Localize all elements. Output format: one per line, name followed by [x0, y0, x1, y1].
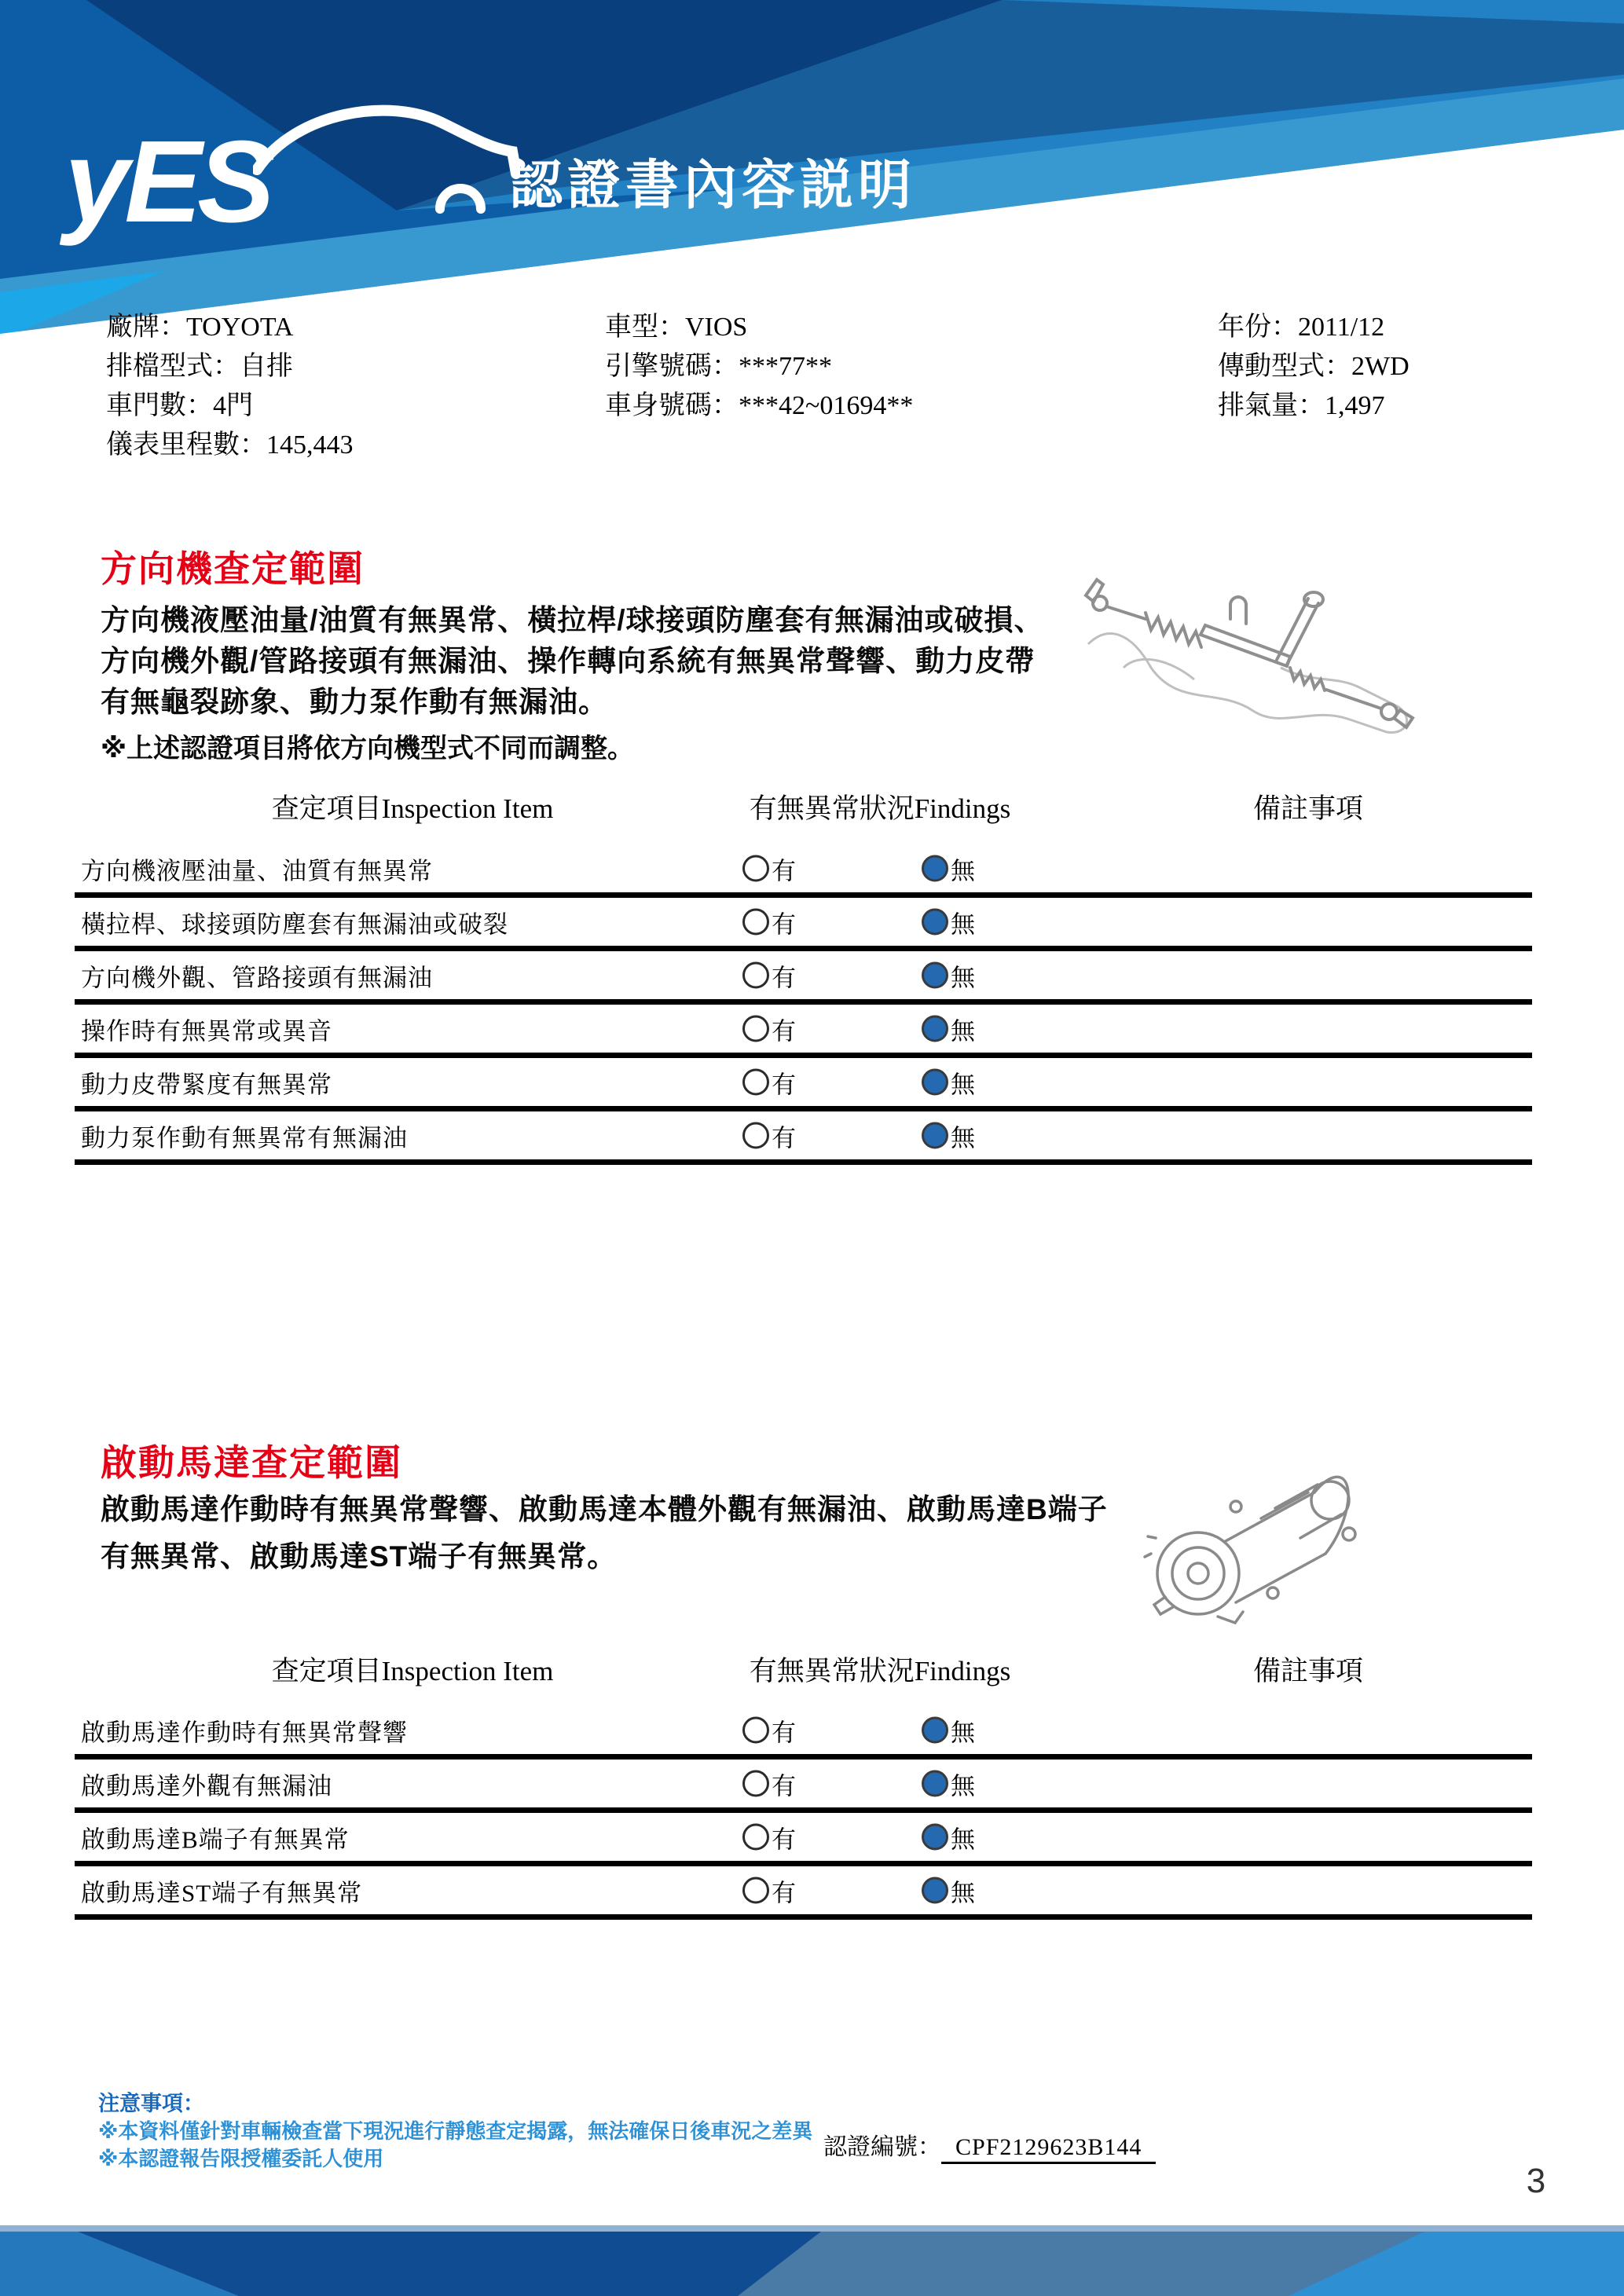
description-line: 方向機液壓油量/油質有無異常、橫拉桿/球接頭防塵套有無漏油或破損、 [101, 604, 1044, 636]
radio-no-label: 無 [951, 1772, 975, 1800]
radio-yes-label: 有 [772, 910, 796, 938]
radio-option-yes[interactable] [742, 851, 796, 886]
radio-no-label: 無 [951, 964, 975, 991]
radio-option-yes[interactable] [742, 1118, 796, 1153]
remark-cell [1190, 1111, 1426, 1159]
inspection-item-label: 啟動馬達ST端子有無異常 [81, 1879, 363, 1906]
radio-yes-label: 有 [772, 857, 796, 884]
inspection-item-label: 方向機液壓油量、油質有無異常 [81, 857, 433, 884]
vehicle-info-column-3 [1218, 308, 1410, 426]
info-label: 傳動型式： [1218, 352, 1351, 381]
radio-option-yes[interactable] [742, 1819, 796, 1855]
inspection-item-label: 操作時有無異常或異音 [81, 1017, 332, 1045]
vehicle-info-line [605, 347, 913, 386]
footer-banner [0, 2221, 1624, 2296]
table-row [75, 1005, 1532, 1058]
info-label: 車型： [605, 313, 685, 342]
notes-title: 注意事項： [98, 2092, 204, 2115]
info-label: 車門數： [106, 391, 213, 420]
radio-option-yes[interactable] [742, 958, 796, 993]
vehicle-info-line [106, 347, 354, 386]
info-value: 145,443 [266, 430, 354, 460]
radio-yes-label: 有 [772, 1071, 796, 1098]
yes-logo-text: yES [64, 117, 270, 247]
vehicle-info-line [106, 426, 354, 465]
remark-cell [1190, 844, 1426, 892]
column-header-remarks: 備註事項 [1252, 1656, 1363, 1686]
radio-selected-icon[interactable] [922, 1122, 948, 1149]
table-row [75, 844, 1532, 898]
column-header-findings: 有無異常狀況Findings [749, 793, 1011, 824]
footer-notes [98, 2089, 812, 2173]
vehicle-info-column-1 [106, 308, 354, 465]
radio-no-label: 無 [951, 1071, 975, 1098]
radio-unselected-icon[interactable] [742, 1069, 769, 1096]
radio-yes-label: 有 [772, 1017, 796, 1045]
section-note: ※上述認證項目將依方向機型式不同而調整。 [101, 734, 635, 764]
info-value: 4門 [213, 391, 253, 420]
radio-unselected-icon[interactable] [742, 1122, 769, 1149]
radio-yes-label: 有 [772, 964, 796, 991]
steering-rack-illustration [1076, 550, 1422, 742]
page-number: 3 [1526, 2162, 1546, 2200]
inspection-table-starter [75, 1650, 1532, 1920]
radio-option-yes[interactable] [742, 1712, 796, 1748]
vehicle-info-line [1218, 347, 1410, 386]
note-line: ※本資料僅針對車輛檢查當下現況進行靜態查定揭露，無法確保日後車況之差異 [98, 2119, 813, 2143]
inspection-item-label: 橫拉桿、球接頭防塵套有無漏油或破裂 [81, 910, 508, 938]
remark-cell [1190, 898, 1426, 946]
radio-no-label: 無 [951, 1719, 975, 1746]
radio-option-no[interactable] [922, 1064, 975, 1100]
info-value: 自排 [240, 352, 293, 381]
radio-no-label: 無 [951, 910, 975, 938]
description-line: 方向機外觀/管路接頭有無漏油、操作轉向系統有無異常聲響、動力皮帶 [101, 645, 1036, 677]
radio-option-yes[interactable] [742, 1011, 796, 1046]
note-line: ※本認證報告限授權委託人使用 [98, 2147, 384, 2170]
radio-option-no[interactable] [922, 1873, 975, 1908]
inspection-item-label: 啟動馬達B端子有無異常 [81, 1825, 350, 1853]
radio-selected-icon[interactable] [922, 855, 948, 882]
table-row [75, 1111, 1532, 1165]
radio-option-no[interactable] [922, 1819, 975, 1855]
section-description [101, 1486, 1108, 1580]
table-row [75, 951, 1532, 1005]
radio-selected-icon[interactable] [922, 1016, 948, 1042]
radio-unselected-icon[interactable] [742, 1824, 769, 1851]
cert-value: CPF2129623B144 [941, 2134, 1156, 2164]
cert-label: 認證編號： [823, 2134, 941, 2160]
info-label: 排氣量： [1218, 391, 1325, 420]
radio-option-no[interactable] [922, 851, 975, 886]
info-value: TOYOTA [186, 313, 294, 342]
inspection-item-label: 動力泵作動有無異常有無漏油 [81, 1124, 408, 1152]
inspection-item-label: 方向機外觀、管路接頭有無漏油 [81, 964, 433, 991]
yes-logo [64, 116, 504, 273]
radio-unselected-icon[interactable] [742, 909, 769, 936]
radio-yes-label: 有 [772, 1825, 796, 1853]
radio-option-no[interactable] [922, 958, 975, 993]
info-label: 車身號碼： [605, 391, 739, 420]
remark-cell [1190, 1813, 1426, 1861]
table-header-row [75, 787, 1532, 844]
radio-yes-label: 有 [772, 1124, 796, 1152]
section-description [101, 600, 1044, 723]
car-outline-icon [253, 75, 520, 240]
info-value: 2011/12 [1298, 313, 1385, 342]
info-value: 2WD [1351, 352, 1410, 381]
radio-selected-icon[interactable] [922, 1069, 948, 1096]
description-line: 有無異常、啟動馬達ST端子有無異常。 [101, 1540, 618, 1573]
radio-selected-icon[interactable] [922, 909, 948, 936]
radio-selected-icon[interactable] [922, 1771, 948, 1797]
description-line: 啟動馬達作動時有無異常聲響、啟動馬達本體外觀有無漏油、啟動馬達B端子 [101, 1493, 1108, 1525]
info-label: 儀表里程數： [106, 430, 266, 460]
radio-unselected-icon[interactable] [742, 1877, 769, 1904]
radio-no-label: 無 [951, 1017, 975, 1045]
radio-no-label: 無 [951, 1825, 975, 1853]
table-row [75, 898, 1532, 951]
vehicle-info-line [605, 386, 913, 426]
inspection-item-label: 動力皮帶緊度有無異常 [81, 1071, 332, 1098]
radio-no-label: 無 [951, 857, 975, 884]
vehicle-info-line [106, 386, 354, 426]
certification-number [823, 2127, 1156, 2162]
table-row [75, 1760, 1532, 1813]
vehicle-info-line [106, 308, 354, 347]
table-row [75, 1058, 1532, 1111]
section-title-starter: 啟動馬達查定範圍 [101, 1442, 402, 1483]
vehicle-info-line [1218, 308, 1410, 347]
radio-unselected-icon[interactable] [742, 962, 769, 989]
radio-unselected-icon[interactable] [742, 1016, 769, 1042]
vehicle-info-column-2 [605, 308, 913, 426]
column-header-item: 查定項目Inspection Item [271, 1656, 554, 1686]
radio-option-yes[interactable] [742, 1766, 796, 1801]
column-header-remarks: 備註事項 [1252, 793, 1363, 824]
radio-option-no[interactable] [922, 1011, 975, 1046]
radio-yes-label: 有 [772, 1719, 796, 1746]
radio-selected-icon[interactable] [922, 1877, 948, 1904]
column-header-item: 查定項目Inspection Item [271, 793, 554, 824]
radio-no-label: 無 [951, 1879, 975, 1906]
radio-option-no[interactable] [922, 1766, 975, 1801]
radio-option-no[interactable] [922, 904, 975, 939]
inspection-table-steering [75, 787, 1532, 1165]
radio-selected-icon[interactable] [922, 962, 948, 989]
remark-cell [1190, 1706, 1426, 1754]
inspection-item-label: 啟動馬達外觀有無漏油 [81, 1772, 332, 1800]
radio-option-yes[interactable] [742, 1064, 796, 1100]
starter-motor-illustration [1143, 1459, 1379, 1628]
info-value: ***77** [739, 352, 832, 381]
radio-option-yes[interactable] [742, 1873, 796, 1908]
table-row [75, 1706, 1532, 1760]
remark-cell [1190, 1058, 1426, 1106]
radio-option-no[interactable] [922, 1712, 975, 1748]
info-label: 排檔型式： [106, 352, 240, 381]
vehicle-info-line [605, 308, 913, 347]
vehicle-info-line [1218, 386, 1410, 426]
description-line: 有無龜裂跡象、動力泵作動有無漏油。 [101, 686, 608, 718]
remark-cell [1190, 1760, 1426, 1807]
column-header-findings: 有無異常狀況Findings [749, 1656, 1011, 1686]
radio-no-label: 無 [951, 1124, 975, 1152]
remark-cell [1190, 951, 1426, 999]
radio-unselected-icon[interactable] [742, 1771, 769, 1797]
radio-yes-label: 有 [772, 1772, 796, 1800]
remark-cell [1190, 1005, 1426, 1053]
info-label: 廠牌： [106, 313, 186, 342]
info-value: ***42~01694** [739, 391, 914, 420]
table-row [75, 1866, 1532, 1920]
radio-option-yes[interactable] [742, 904, 796, 939]
page-title: 認證書內容説明 [509, 156, 917, 215]
radio-unselected-icon[interactable] [742, 855, 769, 882]
remark-cell [1190, 1866, 1426, 1914]
section-title-steering: 方向機查定範圍 [101, 548, 365, 589]
table-row [75, 1813, 1532, 1866]
radio-yes-label: 有 [772, 1879, 796, 1906]
info-label: 引擎號碼： [605, 352, 739, 381]
table-header-row [75, 1650, 1532, 1706]
radio-option-no[interactable] [922, 1118, 975, 1153]
info-label: 年份： [1218, 313, 1298, 342]
radio-unselected-icon[interactable] [742, 1717, 769, 1744]
radio-selected-icon[interactable] [922, 1717, 948, 1744]
radio-selected-icon[interactable] [922, 1824, 948, 1851]
inspection-item-label: 啟動馬達作動時有無異常聲響 [81, 1719, 408, 1746]
info-value: 1,497 [1325, 391, 1385, 420]
info-value: VIOS [685, 313, 748, 342]
